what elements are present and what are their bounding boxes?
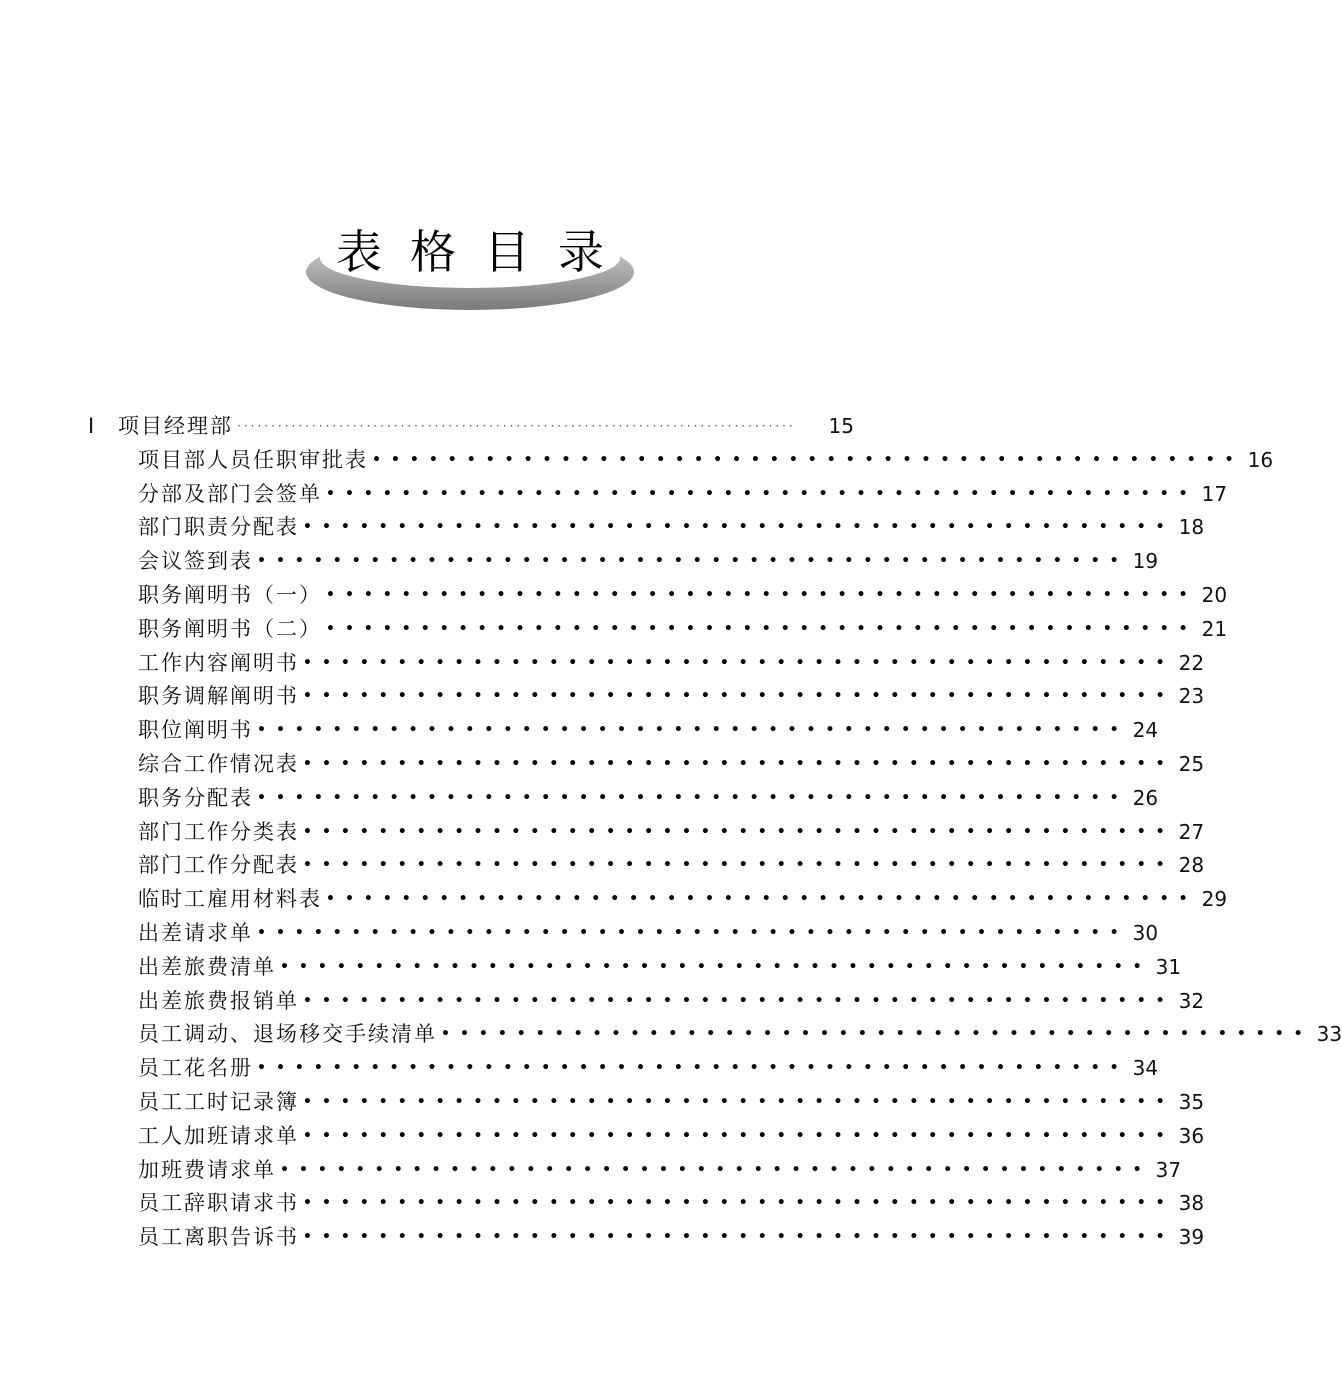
- toc-item-label: 加班费请求单: [138, 1157, 276, 1182]
- toc-item-label: 工人加班请求单: [138, 1123, 299, 1148]
- toc-item-page-number: 39: [1178, 1225, 1205, 1250]
- toc-item-label: 分部及部门会签单: [138, 481, 322, 506]
- dot-leader: ••••••••••••••••••••••••••••••••••••••••••••••: [326, 620, 1198, 637]
- toc-item-row[interactable]: [138, 443, 1274, 477]
- dot-leader: ••••••••••••••••••••••••••••••••••••••••••••••: [303, 823, 1175, 840]
- dot-leader: ••••••••••••••••••••••••••••••••••••••••••••••: [372, 451, 1244, 468]
- toc-item-page-number: 25: [1178, 752, 1205, 776]
- toc-item-page-number: 16: [1247, 447, 1274, 472]
- toc-item-label: 会议签到表: [138, 549, 253, 574]
- toc-item-label: 员工辞职请求书: [138, 1191, 299, 1216]
- toc-item-row[interactable]: [138, 713, 1159, 747]
- page-title: 表格目录: [336, 225, 632, 279]
- dot-leader: ••••••••••••••••••••••••••••••••••••••••••••••: [441, 1026, 1313, 1043]
- toc-item-row[interactable]: [138, 916, 1159, 950]
- toc-item-label: 出差旅费清单: [138, 954, 276, 979]
- toc-item-label: 出差旅费报销单: [138, 988, 299, 1013]
- toc-item-page-number: 20: [1201, 583, 1228, 607]
- toc-item-row[interactable]: [138, 1119, 1205, 1153]
- dot-leader: ••••••••••••••••••••••••••••••••••••••••••••••: [303, 519, 1175, 536]
- toc-item-row[interactable]: [138, 679, 1205, 713]
- toc-item-page-number: 23: [1178, 684, 1205, 709]
- toc-item-label: 部门职责分配表: [138, 515, 299, 540]
- toc-item-row[interactable]: [138, 882, 1228, 916]
- toc-item-label: 员工离职告诉书: [138, 1225, 299, 1250]
- toc-item-label: 员工花名册: [138, 1056, 253, 1081]
- dot-leader: ••••••••••••••••••••••••••••••••••••••••••••••: [303, 992, 1175, 1009]
- dot-leader: ••••••••••••••••••••••••••••••••••••••••••••••: [257, 553, 1129, 570]
- dot-leader: ••••••••••••••••••••••••••••••••••••••••••••••: [257, 789, 1129, 806]
- toc-item-row[interactable]: [138, 510, 1205, 544]
- toc-item-page-number: 27: [1178, 819, 1205, 844]
- toc-item-row[interactable]: [138, 1051, 1159, 1085]
- toc-item-page-number: 21: [1201, 616, 1228, 641]
- toc-item-label: 出差请求单: [138, 921, 253, 945]
- toc-item-label: 员工工时记录簿: [138, 1090, 299, 1114]
- toc-item-row[interactable]: [138, 578, 1228, 612]
- toc-item-row[interactable]: [138, 950, 1182, 984]
- toc-item-page-number: 38: [1178, 1191, 1205, 1216]
- toc-item-page-number: 17: [1201, 481, 1228, 506]
- toc-item-row[interactable]: [138, 477, 1228, 511]
- toc-item-label: 工作内容阐明书: [138, 650, 299, 675]
- toc-item-label: 职位阐明书: [138, 718, 253, 743]
- toc-item-row[interactable]: [138, 1220, 1205, 1254]
- toc-item-page-number: 37: [1155, 1157, 1182, 1182]
- toc-item-page-number: 29: [1201, 887, 1228, 912]
- toc-item-label: 部门工作分配表: [138, 853, 299, 878]
- toc-item-row[interactable]: [138, 1085, 1205, 1119]
- toc-item-label: 职务阐明书（一）: [138, 583, 322, 607]
- toc-item-label: 职务调解阐明书: [138, 684, 299, 709]
- toc-item-row[interactable]: [138, 1186, 1205, 1220]
- toc-item-page-number: 24: [1132, 718, 1159, 743]
- toc-section-row[interactable]: [88, 409, 854, 443]
- toc-item-label: 职务阐明书（二）: [138, 616, 322, 641]
- toc-item-page-number: 30: [1132, 921, 1159, 945]
- dot-leader: ••••••••••••••••••••••••••••••••••••••••••••••: [326, 485, 1198, 502]
- section-label: 项目经理部: [118, 414, 233, 438]
- toc-item-label: 综合工作情况表: [138, 752, 299, 776]
- toc-item-page-number: 22: [1178, 650, 1205, 675]
- dot-leader: ••••••••••••••••••••••••••••••••••••••••••••••: [303, 654, 1175, 671]
- dot-leader: ••••••••••••••••••••••••••••••••••••••••••••••: [303, 756, 1175, 772]
- toc-item-page-number: 28: [1178, 853, 1205, 878]
- toc-item-row[interactable]: [138, 815, 1205, 849]
- dot-leader: ••••••••••••••••••••••••••••••••••••••••••••••: [257, 1060, 1129, 1077]
- title-banner: [300, 200, 640, 320]
- dot-leader: ••••••••••••••••••••••••••••••••••••••••••••••: [280, 1161, 1152, 1178]
- dot-leader: ••••••••••••••••••••••••••••••••••••••••••••••: [257, 925, 1129, 941]
- toc-item-page-number: 33: [1316, 1022, 1342, 1047]
- dot-leader: ••••••••••••••••••••••••••••••••••••••••••••••: [303, 857, 1175, 874]
- toc-item-row[interactable]: [138, 1153, 1182, 1187]
- dot-leader: ••••••••••••••••••••••••••••••••••••••••••••••: [280, 958, 1152, 975]
- toc-item-row[interactable]: [138, 781, 1159, 815]
- toc-item-page-number: 19: [1132, 549, 1159, 574]
- toc-item-row[interactable]: [138, 1017, 1342, 1051]
- dot-leader: ••••••••••••••••••••••••••••••••••••••••••••••: [303, 1094, 1175, 1110]
- toc-item-page-number: 18: [1178, 515, 1205, 540]
- dot-leader: ••••••••••••••••••••••••••••••••••••••••••••••: [326, 891, 1198, 908]
- toc-item-page-number: 26: [1132, 785, 1159, 810]
- toc-item-row[interactable]: [138, 612, 1228, 646]
- toc-item-row[interactable]: [138, 984, 1205, 1018]
- toc-item-label: 员工调动、退场移交手续清单: [138, 1022, 437, 1047]
- dot-leader: ••••••••••••••••••••••••••••••••••••••••••••••: [257, 722, 1129, 739]
- section-page-number: 15: [828, 414, 854, 438]
- toc-item-row[interactable]: [138, 848, 1205, 882]
- toc-item-page-number: 34: [1132, 1056, 1159, 1081]
- toc-item-page-number: 31: [1155, 954, 1182, 979]
- toc-item-row[interactable]: [138, 544, 1159, 578]
- toc-item-label: 部门工作分类表: [138, 819, 299, 844]
- toc-item-row[interactable]: [138, 646, 1205, 680]
- toc-item-label: 临时工雇用材料表: [138, 887, 322, 912]
- dot-leader: ••••••••••••••••••••••••••••••••••••••••••••••: [303, 1195, 1175, 1212]
- toc-item-page-number: 32: [1178, 988, 1205, 1013]
- dot-leader: ··················································································: [237, 419, 796, 433]
- toc-item-label: 职务分配表: [138, 785, 253, 810]
- toc-item-row[interactable]: [138, 747, 1205, 781]
- toc-item-label: 项目部人员任职审批表: [138, 447, 368, 472]
- dot-leader: ••••••••••••••••••••••••••••••••••••••••••••••: [326, 587, 1198, 603]
- toc-item-page-number: 36: [1178, 1123, 1205, 1148]
- dot-leader: ••••••••••••••••••••••••••••••••••••••••••••••: [303, 1229, 1175, 1246]
- section-number: Ⅰ: [88, 414, 95, 438]
- dot-leader: ••••••••••••••••••••••••••••••••••••••••••••••: [303, 688, 1175, 705]
- dot-leader: ••••••••••••••••••••••••••••••••••••••••••••••: [303, 1127, 1175, 1144]
- toc-item-page-number: 35: [1178, 1090, 1205, 1114]
